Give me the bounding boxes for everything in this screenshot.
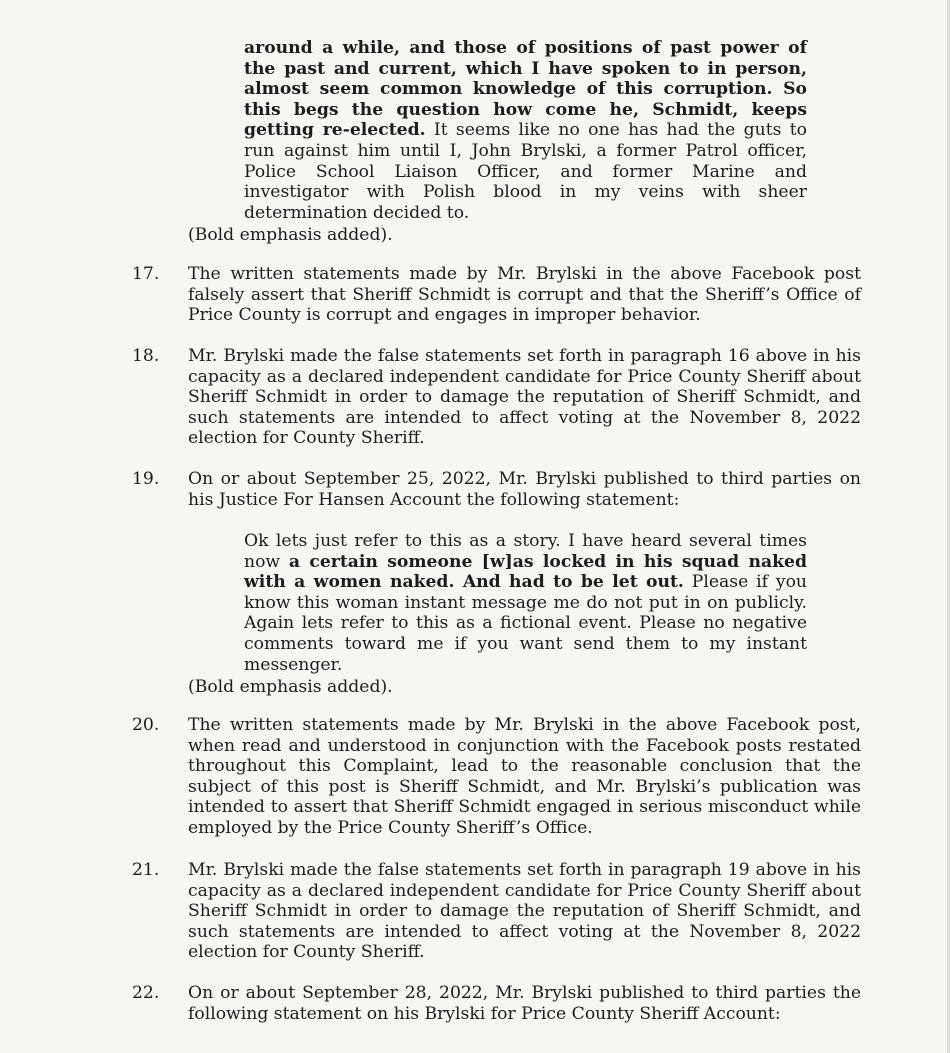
paragraph-text: On or about September 25, 2022, Mr. Brylski published to third parties on his Justice For Hansen Account the following statement: — [188, 469, 861, 510]
block-quote-2 — [244, 531, 807, 675]
bold-emphasis-note-2: (Bold emphasis added). — [188, 677, 393, 697]
paragraph-number: 19. — [132, 469, 160, 489]
paragraph-text: Mr. Brylski made the false statements set forth in paragraph 19 above in his capacity as a declared independent candidate for Price County Sheriff about Sheriff Schmidt in order to damage the reputation of Sheriff Schmidt, and such statements are intended to affect voting at the November 8, 2022 election for County Sheriff. — [188, 860, 861, 963]
paragraph-number: 22. — [132, 983, 160, 1003]
bold-emphasis-note-1: (Bold emphasis added). — [188, 225, 393, 245]
block-quote-1 — [244, 38, 807, 223]
quote-2-bold: a certain someone [w]as locked in his squad naked with a women naked. And had to be let out. — [244, 551, 807, 593]
paragraph-number: 17. — [132, 264, 160, 284]
paragraph-number: 18. — [132, 346, 160, 366]
quote-1-text: It seems like no one has had the guts to run against him until I, John Brylski, a former Patrol officer, Police School Liaison Officer, and former Marine and investigator with Polish blood in my veins with sheer determination decided to. — [244, 120, 808, 223]
paragraph-text: On or about September 28, 2022, Mr. Brylski published to third parties the following statement on his Brylski for Price County Sheriff Account: — [188, 983, 861, 1024]
paragraph-text: Mr. Brylski made the false statements set forth in paragraph 16 above in his capacity as a declared independent candidate for Price County Sheriff about Sheriff Schmidt in order to damage the reputation of Sheriff Schmidt, and such statements are intended to affect voting at the November 8, 2022 election for County Sheriff. — [188, 346, 861, 449]
paragraph-number: 21. — [132, 860, 160, 880]
quote-2-text-after: Please if you know this woman instant message me do not put in on publicly. Again lets refer to this as a fictional event. Please no negative comments toward me if you want send them to my instant messenger. — [244, 572, 807, 675]
quote-2-text-before: Ok lets just refer to this as a story. I have heard several times now — [244, 531, 807, 572]
quote-1-bold: around a while, and those of positions of past power of the past and current, which I have spoken to in person, almost seem common knowledge of this corruption. So this begs the question how come he, Schmidt, keeps getting re-elected. — [244, 38, 807, 141]
paragraph-number: 20. — [132, 715, 160, 735]
paragraph-text: The written statements made by Mr. Brylski in the above Facebook post, when read and understood in conjunction with the Facebook posts restated throughout this Complaint, lead to the reasonable conclusion that the subject of this post is Sheriff Schmidt, and Mr. Brylski’s publication was intended to assert that Sheriff Schmidt engaged in serious misconduct while employed by the Price County Sheriff’s Office. — [188, 715, 861, 838]
paragraph-text: The written statements made by Mr. Brylski in the above Facebook post falsely assert that Sheriff Schmidt is corrupt and that the Sheriff’s Office of Price County is corrupt and engages in improper behavior. — [188, 264, 861, 326]
